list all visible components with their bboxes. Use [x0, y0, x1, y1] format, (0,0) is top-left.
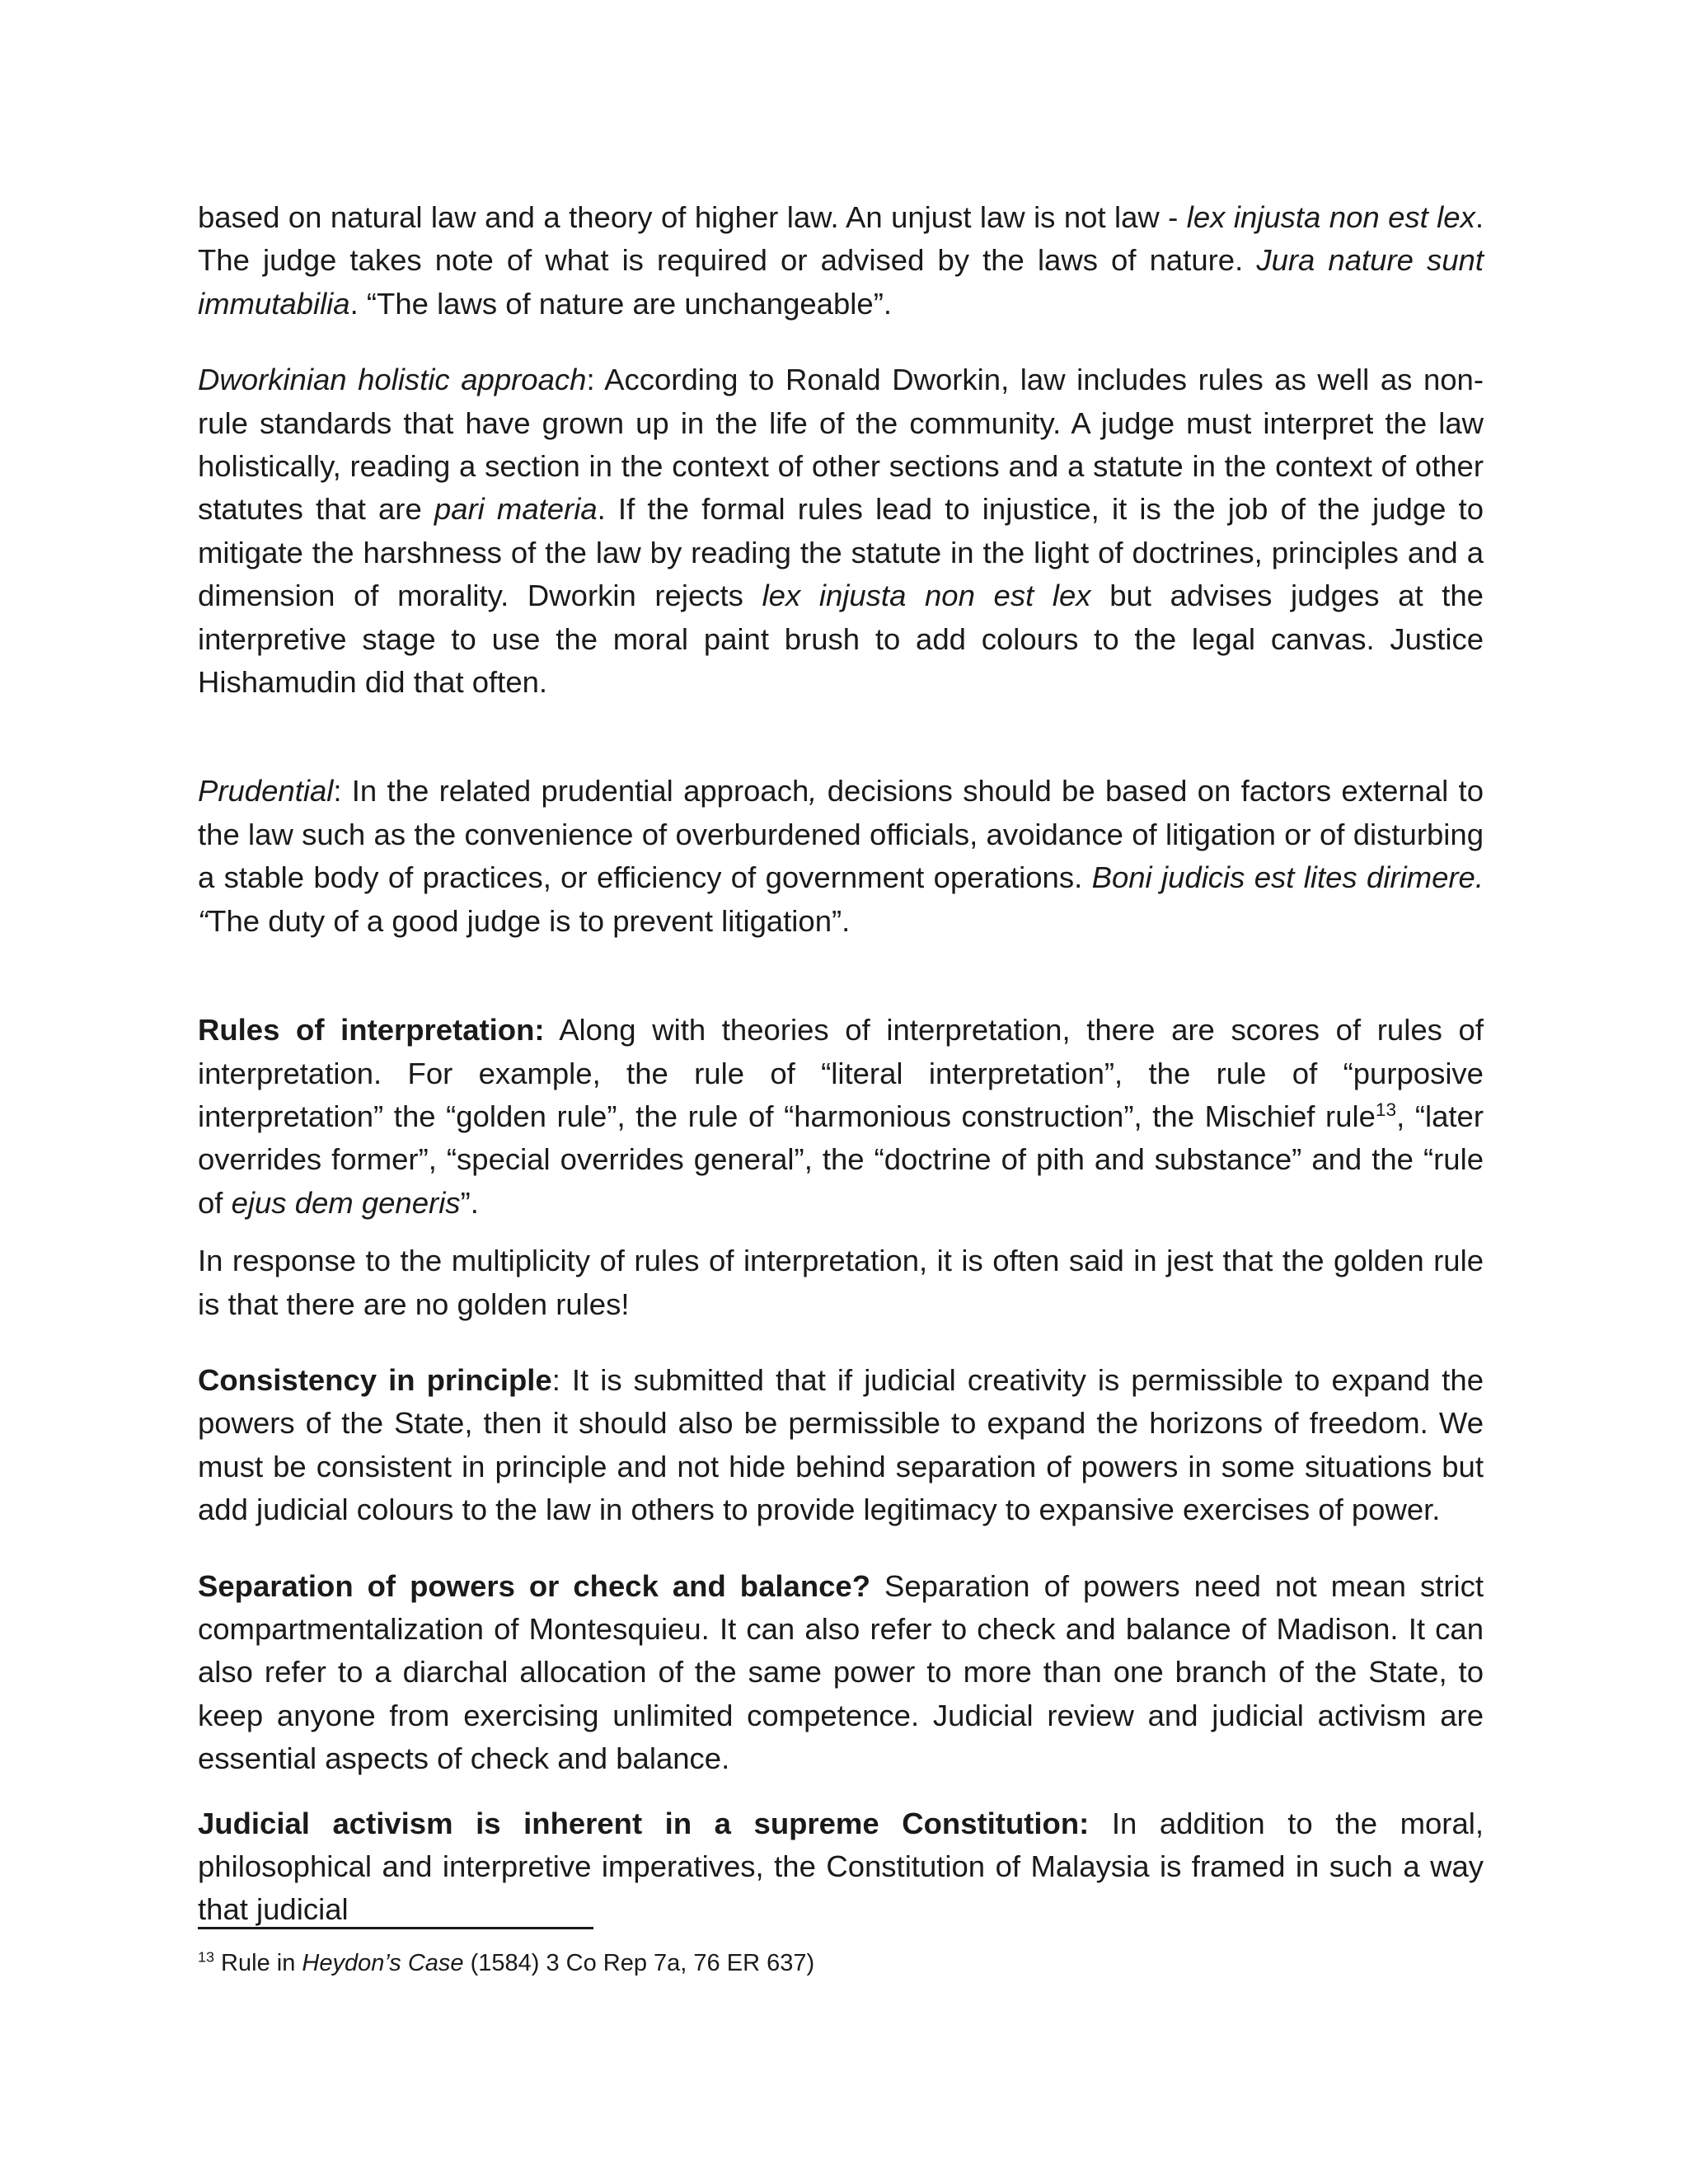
- footnote-number: 13: [198, 1948, 214, 1966]
- text: (1584) 3 Co Rep 7a, 76 ER 637): [463, 1950, 815, 1976]
- text: : In the related prudential approach: [333, 774, 809, 808]
- text: . If the formal rules lead to injustice, it is the job of the judge to mitigate the harshness of the law by reading the statute in the light of doctrines, principles and a dimension of morality. Dworkin rejects: [198, 492, 1484, 613]
- text: Along with theories of interpretation, there are scores of rules of interpretation. For example, the rule of “literal interpretation”, the rule of “purposive interpretation” the “golden rule”, the rule of “harmonious construction”, the Mischief rule: [198, 1013, 1484, 1133]
- paragraph-dworkinian: [198, 359, 1484, 704]
- paragraph-heading: Rules of interpretation:: [198, 1013, 545, 1047]
- text: , “later overrides former”, “special overrides general”, the “doctrine of pith and substance” and the “rule of: [198, 1099, 1484, 1220]
- paragraph-heading: Separation of powers or check and balance?: [198, 1568, 871, 1603]
- paragraph-heading: Prudential: [198, 774, 334, 808]
- text: In response to the multiplicity of rules of interpretation, it is often said in jest that the golden rule is that there are no golden rules!: [198, 1244, 1484, 1321]
- paragraph-heading: Dworkinian holistic approach: [198, 363, 587, 397]
- paragraph-golden-rule: [198, 1240, 1484, 1326]
- text: decisions should be based on factors external to the law such as the convenience of overburdened officials, avoidance of litigation or of disturbing a stable body of practices, or efficiency of government operations.: [198, 774, 1484, 895]
- footnote-separator: [198, 1927, 593, 1929]
- text: . The judge takes note of what is required or advised by the laws of nature.: [198, 200, 1484, 278]
- paragraph-separation-of-powers: [198, 1565, 1484, 1781]
- text: based on natural law and a theory of higher law. An unjust law is not law -: [198, 200, 1187, 234]
- text: In addition to the moral, philosophical and interpretive imperatives, the Constitution of Malaysia is framed in such a way that judicial: [198, 1806, 1484, 1927]
- paragraph-heading: Judicial activism is inherent in a supreme Constitution:: [198, 1806, 1090, 1840]
- text: The duty of a good judge is to prevent litigation”.: [208, 903, 851, 938]
- text: ”.: [460, 1185, 479, 1220]
- text: Separation of powers need not mean strict compartmentalization of Montesquieu. It can also refer to check and balance of Madison. It can also refer to a diarchal allocation of the same power to more than one branch of the State, to keep anyone from exercising unlimited competence. Judicial review and judicial activism are essential aspects of check and balance.: [198, 1568, 1484, 1776]
- latin-term: Jura nature sunt immutabilia: [198, 243, 1484, 321]
- paragraph-heading: Consistency in principle: [198, 1362, 552, 1397]
- paragraph-rules-of-interpretation: [198, 1009, 1484, 1225]
- text: but advises judges at the interpretive stage to use the moral paint brush to add colours to the legal canvas. Justice Hishamudin did that often.: [198, 579, 1484, 700]
- text: Rule in: [214, 1950, 302, 1976]
- latin-term: ejus dem generis: [231, 1185, 461, 1220]
- text: . “The laws of nature are unchangeable”.: [349, 286, 892, 321]
- paragraph-consistency: [198, 1359, 1484, 1532]
- footnote: [198, 1947, 1484, 1980]
- paragraph-prudential: [198, 770, 1484, 943]
- footnote-reference[interactable]: 13: [1375, 1099, 1397, 1120]
- text: : According to Ronald Dworkin, law includes rules as well as non-rule standards that have grown up in the life of the community. A judge must interpret the law holistically, reading a section in the context of other sections and a statute in the context of other statutes that are: [198, 363, 1484, 527]
- text: : It is submitted that if judicial creativity is permissible to expand the powers of the State, then it should also be permissible to expand the horizons of freedom. We must be consistent in principle and not hide behind separation of powers in some situations but add judicial colours to the law in others to provide legitimacy to expansive exercises of power.: [198, 1362, 1484, 1527]
- latin-term: Boni judicis est lites dirimere. “: [198, 860, 1484, 938]
- latin-term: pari materia: [434, 492, 598, 527]
- document-body: [198, 196, 1484, 1932]
- latin-term: lex injusta non est lex: [1186, 200, 1475, 234]
- case-name: Heydon’s Case: [302, 1950, 464, 1976]
- latin-term: lex injusta non est lex: [762, 579, 1091, 613]
- paragraph-natural-law: [198, 196, 1484, 326]
- paragraph-judicial-activism: [198, 1802, 1484, 1932]
- italic-comma: ,: [809, 774, 818, 808]
